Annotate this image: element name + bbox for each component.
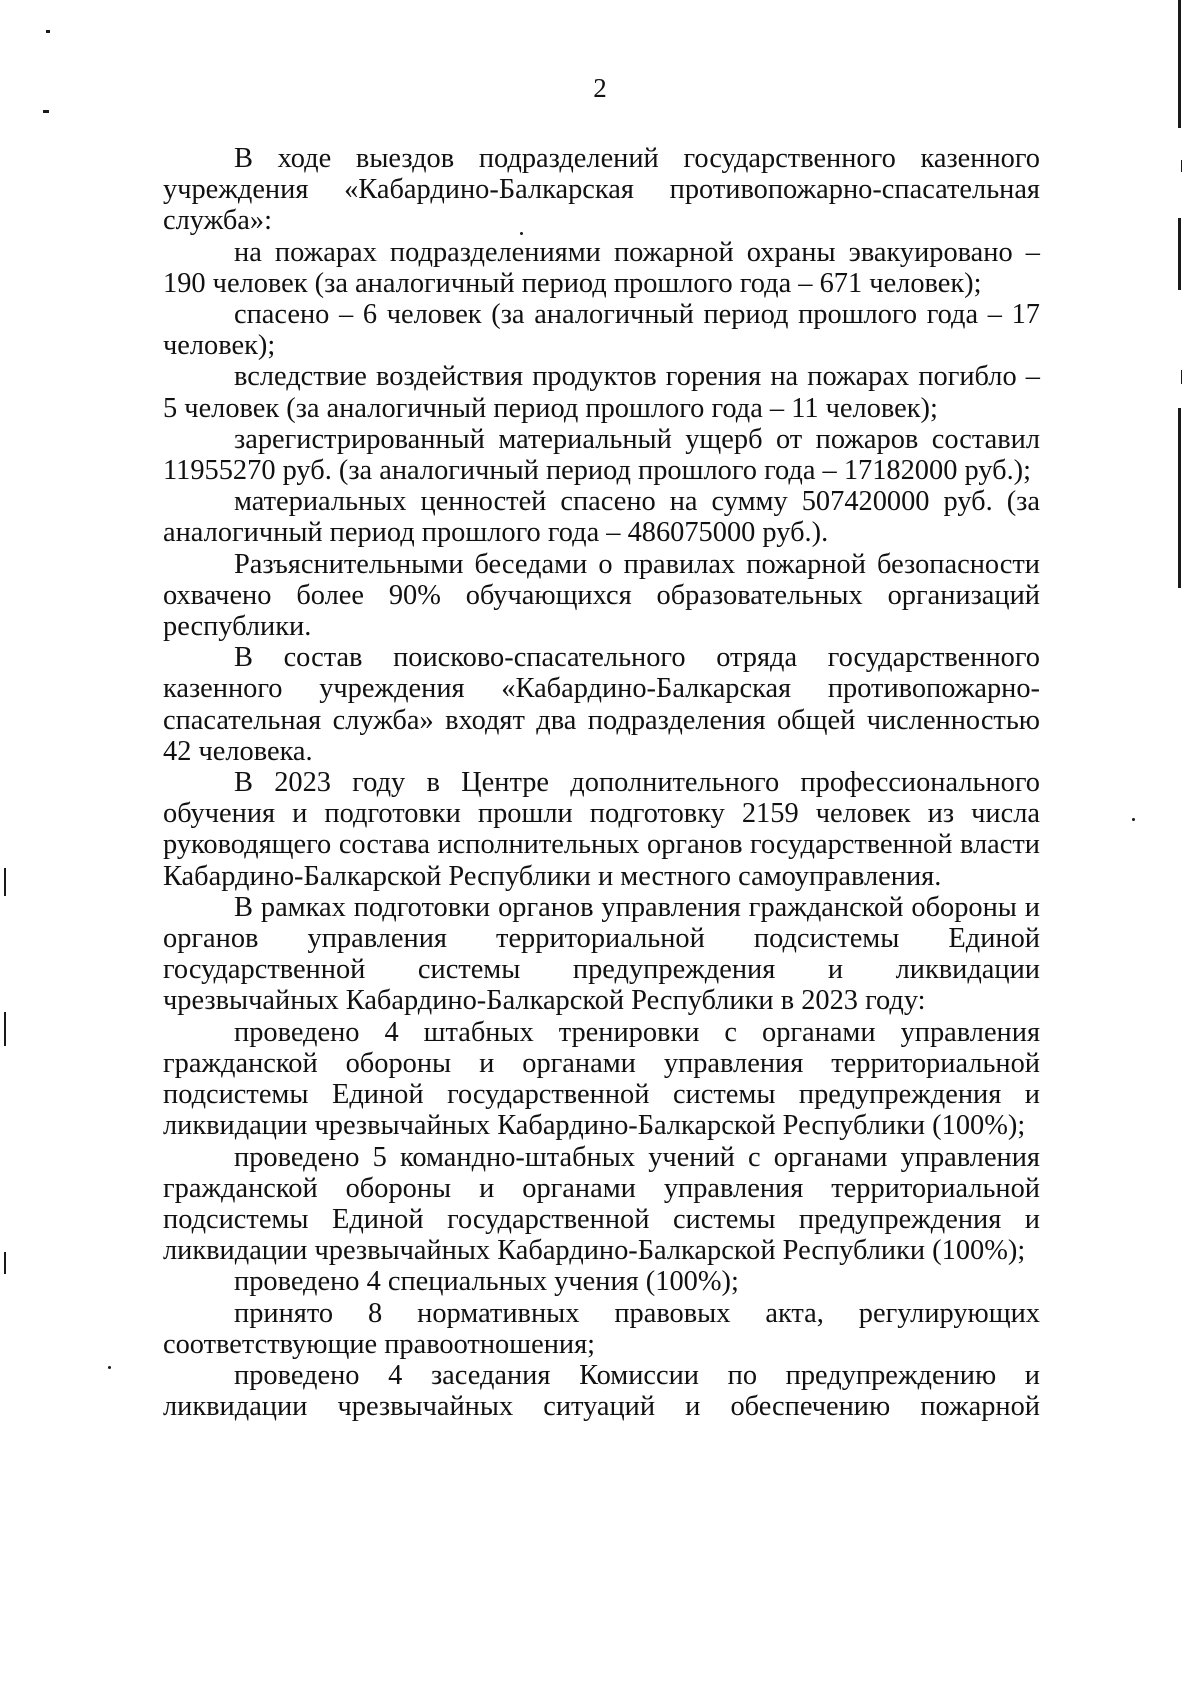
paragraph: В 2023 году в Центре дополнительного профессионального обучения и подготовки прошли подготовку 2159 человек из числа руководящего состава исполнительных органов государственной власти Кабардино-Балкарской Республики и местного самоуправления. bbox=[163, 767, 1040, 892]
scan-edge-mark bbox=[4, 1252, 6, 1274]
paragraph: спасено – 6 человек (за аналогичный период прошлого года – 17 человек); bbox=[163, 299, 1040, 362]
scan-edge-mark bbox=[1178, 0, 1181, 128]
paragraph: В состав поисково-спасательного отряда государственного казенного учреждения «Кабардино-Балкарская противопожарно-спасательная служба» входят два подразделения общей численностью 42 человека. bbox=[163, 642, 1040, 767]
paragraph: материальных ценностей спасено на сумму 507420000 руб. (за аналогичный период прошлого года – 486075000 руб.). bbox=[163, 486, 1040, 549]
paragraph: проведено 5 командно-штабных учений с органами управления гражданской обороны и органами управления территориальной подсистемы Единой государственной системы предупреждения и ликвидации чрезвычайных Кабардино-Балкарской Республики (100%); bbox=[163, 1141, 1040, 1267]
scan-speck bbox=[46, 30, 50, 33]
scan-speck bbox=[43, 110, 49, 113]
paragraph: В ходе выездов подразделений государственного казенного учреждения «Кабардино-Балкарская противопожарно-спасательная служба»: bbox=[163, 143, 1040, 237]
scan-speck bbox=[108, 1366, 111, 1369]
scan-edge-mark bbox=[1178, 408, 1181, 588]
paragraph: Разъяснительными беседами о правилах пожарной безопасности охвачено более 90% обучающихся образовательных организаций республики. bbox=[163, 548, 1040, 643]
paragraph: на пожарах подразделениями пожарной охраны эвакуировано – 190 человек (за аналогичный период прошлого года – 671 человек); bbox=[163, 236, 1040, 299]
paragraph: зарегистрированный материальный ущерб от пожаров составил 11955270 руб. (за аналогичный период прошлого года – 17182000 руб.); bbox=[163, 423, 1040, 487]
scan-edge-mark bbox=[1181, 370, 1182, 384]
scan-edge-mark bbox=[1178, 218, 1181, 290]
paragraph: проведено 4 штабных тренировки с органами управления гражданской обороны и органами управления территориальной подсистемы Единой государственной системы предупреждения и ликвидации чрезвычайных Кабардино-Балкарской Республики (100%); bbox=[163, 1016, 1040, 1142]
paragraph: проведено 4 заседания Комиссии по предупреждению и ликвидации чрезвычайных ситуаций и обеспечению пожарной bbox=[163, 1359, 1040, 1423]
scan-speck bbox=[1132, 818, 1135, 821]
paragraph: В рамках подготовки органов управления гражданской обороны и органов управления территориальной подсистемы Единой государственной системы предупреждения и ликвидации чрезвычайных Кабардино-Балкарской Республики в 2023 году: bbox=[163, 891, 1040, 1017]
scan-edge-mark bbox=[4, 868, 6, 896]
scan-edge-mark bbox=[1181, 160, 1182, 172]
document-body bbox=[163, 143, 1040, 1422]
page-number: 2 bbox=[593, 73, 607, 103]
paragraph: принято 8 нормативных правовых акта, регулирующих соответствующие правоотношения; bbox=[163, 1297, 1040, 1360]
paragraph: вследствие воздействия продуктов горения на пожарах погибло – 5 человек (за аналогичный период прошлого года – 11 человек); bbox=[163, 361, 1040, 424]
scan-edge-mark bbox=[4, 1012, 6, 1046]
paragraph: проведено 4 специальных учения (100%); bbox=[234, 1266, 739, 1298]
